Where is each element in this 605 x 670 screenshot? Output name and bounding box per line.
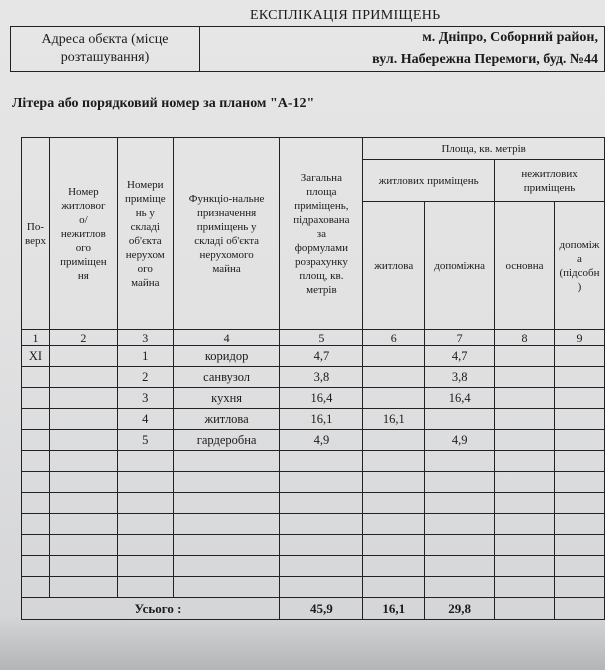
cell-main	[495, 409, 555, 430]
table-row	[22, 472, 605, 493]
cell-living: 16,1	[363, 409, 425, 430]
cell-main	[495, 493, 555, 514]
totals-total-area: 45,9	[280, 598, 363, 620]
cell-living	[363, 367, 425, 388]
table-row	[22, 451, 605, 472]
cell-aux-sub	[554, 388, 604, 409]
table-body	[22, 346, 605, 598]
cell-purpose: гардеробна	[173, 430, 280, 451]
cell-total-area: 16,1	[280, 409, 363, 430]
address-label-line1: Адреса обєкта (місце	[41, 32, 169, 47]
totals-label: Усього :	[22, 598, 280, 620]
table-row	[22, 367, 605, 388]
table-row	[22, 388, 605, 409]
cell-aux-sub	[554, 367, 604, 388]
cell-room-number: 1	[117, 346, 173, 367]
cell-floor	[22, 493, 50, 514]
table-row	[22, 430, 605, 451]
totals-auxiliary: 29,8	[425, 598, 495, 620]
header-aux-sub: допоміж а (підсобн )	[554, 202, 604, 330]
cell-room-number: 4	[117, 409, 173, 430]
cell-purpose	[173, 535, 280, 556]
cell-floor	[22, 451, 50, 472]
cell-aux-sub	[554, 451, 604, 472]
cell-dwelling	[49, 409, 117, 430]
plan-litera: Літера або порядковий номер за планом "А-12"	[12, 96, 315, 111]
column-number: 5	[280, 330, 363, 346]
cell-floor	[22, 556, 50, 577]
address-label	[11, 27, 200, 72]
page-shadow	[0, 615, 605, 670]
cell-room-number	[117, 556, 173, 577]
totals-main	[495, 598, 555, 620]
cell-room-number	[117, 514, 173, 535]
cell-auxiliary	[425, 556, 495, 577]
cell-total-area	[280, 556, 363, 577]
cell-auxiliary	[425, 451, 495, 472]
cell-auxiliary	[425, 535, 495, 556]
cell-purpose: житлова	[173, 409, 280, 430]
cell-auxiliary	[425, 493, 495, 514]
cell-purpose	[173, 577, 280, 598]
cell-floor	[22, 388, 50, 409]
column-number: 9	[554, 330, 604, 346]
cell-floor	[22, 430, 50, 451]
address-value-line2: вул. Набережна Перемоги, буд. №44	[372, 52, 598, 67]
header-auxiliary: допоміжна	[425, 202, 495, 330]
cell-auxiliary: 4,7	[425, 346, 495, 367]
cell-room-number: 2	[117, 367, 173, 388]
cell-main	[495, 535, 555, 556]
cell-auxiliary	[425, 409, 495, 430]
cell-purpose: кухня	[173, 388, 280, 409]
cell-dwelling	[49, 430, 117, 451]
cell-floor	[22, 367, 50, 388]
column-number: 2	[49, 330, 117, 346]
header-area-group: Площа, кв. метрів	[363, 138, 605, 160]
cell-purpose	[173, 451, 280, 472]
cell-living	[363, 472, 425, 493]
cell-purpose	[173, 472, 280, 493]
explication-table	[21, 137, 605, 620]
cell-main	[495, 388, 555, 409]
cell-dwelling	[49, 367, 117, 388]
table-row	[22, 493, 605, 514]
cell-main	[495, 430, 555, 451]
cell-floor	[22, 514, 50, 535]
table-row	[22, 577, 605, 598]
cell-purpose	[173, 556, 280, 577]
table-row	[22, 535, 605, 556]
cell-living	[363, 451, 425, 472]
cell-living	[363, 577, 425, 598]
cell-aux-sub	[554, 535, 604, 556]
cell-main	[495, 556, 555, 577]
cell-room-number: 3	[117, 388, 173, 409]
header-living: житлова	[363, 202, 425, 330]
cell-floor	[22, 409, 50, 430]
totals-living: 16,1	[363, 598, 425, 620]
header-total-area: Загальна площа приміщень, підрахована за формулами розрахунку площ, кв. метрів	[280, 138, 363, 330]
cell-total-area	[280, 577, 363, 598]
column-number-row	[22, 330, 605, 346]
cell-dwelling	[49, 472, 117, 493]
address-label-line2: розташування)	[60, 50, 150, 65]
column-number: 1	[22, 330, 50, 346]
cell-main	[495, 367, 555, 388]
table-row	[22, 409, 605, 430]
cell-aux-sub	[554, 493, 604, 514]
cell-living	[363, 556, 425, 577]
cell-dwelling	[49, 493, 117, 514]
cell-main	[495, 472, 555, 493]
cell-main	[495, 451, 555, 472]
header-room-numbers: Номери приміще нь у складі об'єкта нерухом ого майна	[117, 138, 173, 330]
cell-room-number	[117, 493, 173, 514]
table-row	[22, 346, 605, 367]
cell-total-area	[280, 514, 363, 535]
cell-room-number	[117, 535, 173, 556]
cell-aux-sub	[554, 409, 604, 430]
cell-total-area	[280, 472, 363, 493]
cell-auxiliary	[425, 514, 495, 535]
cell-total-area: 3,8	[280, 367, 363, 388]
address-value	[200, 27, 605, 72]
header-floor: По- верх	[22, 138, 50, 330]
cell-dwelling	[49, 346, 117, 367]
cell-living	[363, 388, 425, 409]
cell-purpose: коридор	[173, 346, 280, 367]
cell-auxiliary	[425, 472, 495, 493]
column-number: 8	[495, 330, 555, 346]
cell-total-area: 4,7	[280, 346, 363, 367]
table-row	[22, 514, 605, 535]
totals-aux-sub	[554, 598, 604, 620]
cell-aux-sub	[554, 556, 604, 577]
cell-auxiliary: 16,4	[425, 388, 495, 409]
cell-purpose	[173, 514, 280, 535]
cell-total-area	[280, 535, 363, 556]
address-value-line1: м. Дніпро, Соборний район,	[422, 30, 598, 45]
totals-row	[22, 598, 605, 620]
column-number: 6	[363, 330, 425, 346]
cell-dwelling	[49, 535, 117, 556]
cell-dwelling	[49, 388, 117, 409]
cell-aux-sub	[554, 472, 604, 493]
cell-dwelling	[49, 556, 117, 577]
column-number: 4	[173, 330, 280, 346]
header-dwelling-number: Номер житловог о/ нежитлов ого приміщен ня	[49, 138, 117, 330]
cell-room-number	[117, 451, 173, 472]
table-row	[22, 556, 605, 577]
cell-dwelling	[49, 514, 117, 535]
cell-aux-sub	[554, 346, 604, 367]
cell-room-number	[117, 472, 173, 493]
cell-room-number	[117, 577, 173, 598]
cell-total-area: 16,4	[280, 388, 363, 409]
cell-main	[495, 577, 555, 598]
cell-total-area	[280, 493, 363, 514]
header-nonresidential: нежитлових приміщень	[495, 160, 605, 202]
cell-room-number: 5	[117, 430, 173, 451]
cell-dwelling	[49, 577, 117, 598]
document-title: ЕКСПЛІКАЦІЯ ПРИМІЩЕНЬ	[250, 8, 441, 23]
cell-total-area: 4,9	[280, 430, 363, 451]
cell-total-area	[280, 451, 363, 472]
header-main: основна	[495, 202, 555, 330]
cell-floor	[22, 577, 50, 598]
cell-floor	[22, 472, 50, 493]
cell-aux-sub	[554, 577, 604, 598]
header-residential: житлових приміщень	[363, 160, 495, 202]
header-purpose: Функціо-нальне призначення приміщень у складі об'єкта нерухомого майна	[173, 138, 280, 330]
cell-dwelling	[49, 451, 117, 472]
cell-auxiliary	[425, 577, 495, 598]
cell-purpose: санвузол	[173, 367, 280, 388]
column-number: 3	[117, 330, 173, 346]
cell-living	[363, 493, 425, 514]
cell-living	[363, 514, 425, 535]
column-number: 7	[425, 330, 495, 346]
cell-main	[495, 346, 555, 367]
cell-auxiliary: 4,9	[425, 430, 495, 451]
cell-living	[363, 346, 425, 367]
cell-floor: XI	[22, 346, 50, 367]
cell-floor	[22, 535, 50, 556]
cell-purpose	[173, 493, 280, 514]
cell-main	[495, 514, 555, 535]
cell-aux-sub	[554, 430, 604, 451]
cell-living	[363, 535, 425, 556]
cell-living	[363, 430, 425, 451]
cell-aux-sub	[554, 514, 604, 535]
address-table	[10, 26, 605, 72]
cell-auxiliary: 3,8	[425, 367, 495, 388]
